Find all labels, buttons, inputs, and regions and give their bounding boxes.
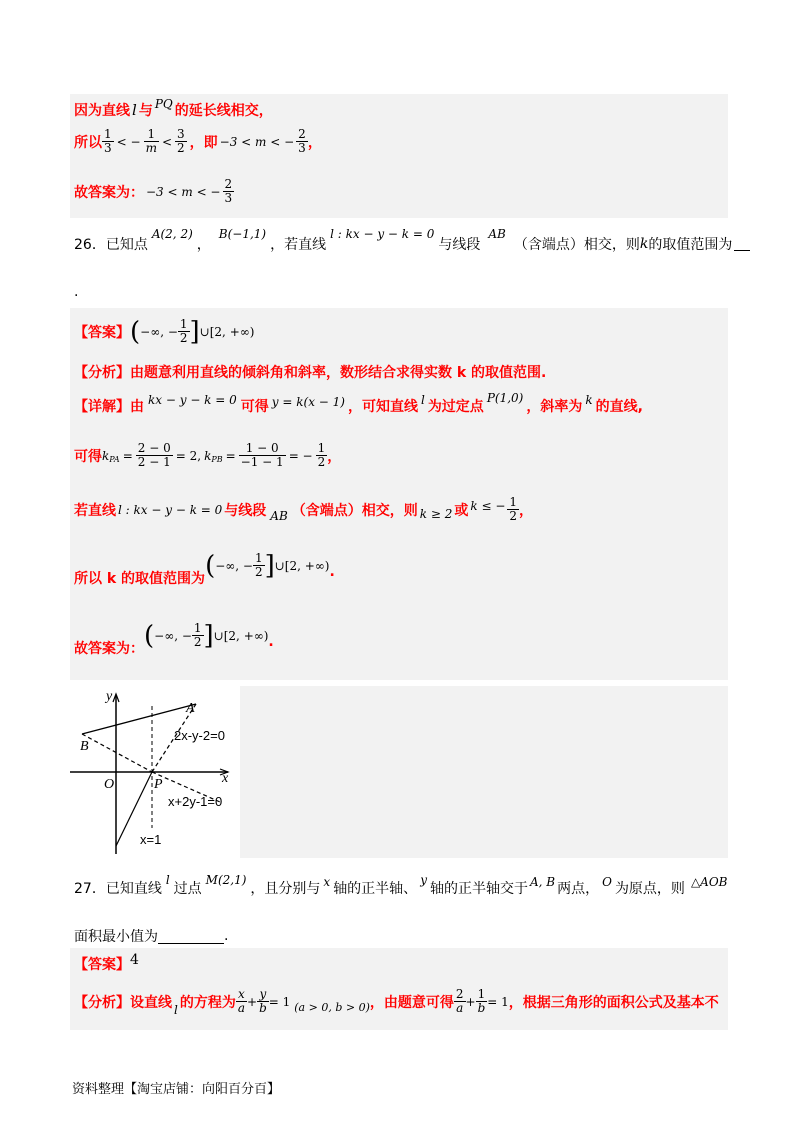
frac-2-3: $\frac{2}{3}$ — [224, 177, 233, 205]
text: 故答案为： — [74, 640, 144, 657]
line-equation: l : kx − y − k = 0 — [330, 227, 435, 241]
answer-blank — [734, 238, 750, 251]
text: ，且分别与 — [250, 881, 321, 897]
frac-1-3: $\frac{1}{3}$ — [104, 127, 112, 155]
frac-1-2: $\frac{1}{2}$ — [317, 441, 326, 469]
math: k ≤ − — [470, 498, 506, 513]
var-l: l — [174, 1002, 178, 1017]
answer-label: 【答案】 — [74, 324, 130, 341]
math: ∪[2, +∞) — [213, 628, 269, 643]
text: 的直线, — [595, 399, 643, 415]
math: = − — [288, 448, 313, 463]
var-k: k — [585, 393, 593, 407]
math: = 2, — [175, 448, 202, 463]
text: 的取值范围为 — [648, 237, 733, 253]
math: k ≥ 2 — [419, 506, 453, 521]
text: 因为直线 — [74, 103, 130, 119]
answer-label: 【答案】 — [74, 957, 130, 973]
segment-ab: AB — [488, 227, 506, 241]
condition: (a > 0, b > 0) — [294, 1001, 370, 1014]
math: l : kx − y − k = 0 — [118, 502, 223, 517]
triangle-aob: △AOB — [690, 875, 728, 889]
text: ，若直线 — [270, 237, 327, 253]
math: k — [102, 448, 110, 463]
text: ，由题意可得 — [369, 994, 454, 1011]
text: 面积最小值为 — [74, 929, 158, 945]
text: ，斜率为 — [526, 399, 583, 415]
frac-slope-pb: $\frac{1 - 0}{-1 - 1}$ — [240, 441, 284, 469]
math: −3 < m < − — [219, 134, 295, 149]
text: 设直线 — [130, 994, 172, 1011]
text: 过点 — [173, 881, 202, 897]
var-k: k — [639, 236, 649, 252]
math: < − — [116, 134, 141, 149]
text: 与线段 — [224, 502, 267, 519]
text: 所以 k 的取值范围为 — [74, 570, 206, 587]
text: 可得 — [240, 399, 269, 415]
sol25-line2 — [74, 128, 322, 155]
frac-3-2: $\frac{3}{2}$ — [177, 127, 185, 155]
frac-2-a: $\frac{2}{a}$ — [455, 987, 464, 1015]
analysis-label: 【分析】 — [74, 994, 130, 1011]
label-a: A — [186, 701, 195, 716]
text: 轴的正半轴交于 — [429, 881, 528, 897]
footer-source: 资料整理【淘宝店铺：向阳百分百】 — [72, 1082, 281, 1097]
text: 的延长线相交， — [174, 103, 273, 119]
text: 由 — [130, 399, 144, 415]
text: . — [268, 633, 274, 650]
text: 为过定点 — [427, 399, 484, 415]
text: ， — [196, 237, 211, 253]
label-x: x — [222, 771, 229, 786]
frac-1-2: $\frac{1}{2}$ — [254, 551, 263, 579]
point-a: A(2, 2) — [151, 227, 193, 241]
answer-line — [74, 954, 139, 974]
range-line — [74, 550, 335, 587]
point-b: B(−1,1) — [218, 227, 267, 241]
segment-ab: AB — [270, 508, 288, 523]
math: = 1 — [487, 994, 509, 1009]
text: ， — [519, 502, 534, 519]
var-l: l — [420, 393, 425, 407]
frac-1-m: $\frac{1}{m}$ — [145, 127, 157, 155]
var-o: O — [602, 875, 612, 889]
frac-2-3: $\frac{2}{3}$ — [298, 127, 306, 155]
frac-slope-pa: $\frac{2 - 0}{2 - 1}$ — [137, 441, 171, 469]
math: y = k(x − 1) — [271, 395, 345, 409]
answer-line — [74, 318, 254, 345]
question-26 — [74, 227, 750, 254]
bracket: ( — [130, 316, 141, 347]
points-ab: A, B — [529, 875, 556, 889]
sol25-line1 — [74, 97, 273, 120]
answer-blank — [158, 929, 224, 944]
question-27 — [74, 873, 728, 898]
solution-panel-27 — [70, 948, 728, 1030]
text: 26．已知点 — [74, 237, 148, 253]
math: < — [161, 134, 173, 149]
bracket: ] — [203, 620, 214, 651]
math: ∪[2, +∞) — [199, 324, 255, 339]
solution-panel-25 — [70, 94, 728, 218]
text: 由题意利用直线的倾斜角和斜率，数形结合求得实数 k 的取值范围. — [130, 365, 547, 381]
point-m: M(2,1) — [205, 873, 247, 887]
analysis-line: 【分析】 设直线 l 的方程为 $\frac{x}{a}$ + $\frac{y}{b}$ = 1 (a > 0, b > 0) ，由题意可得 $\frac{2}{a}$ + $\frac{1}{b}$ = 1 ，根据三角形的面积公式及基本不 — [74, 987, 719, 1017]
label-b: B — [80, 739, 89, 754]
label-p: P — [154, 777, 163, 792]
final-line — [74, 620, 274, 657]
math: −∞, − — [154, 628, 192, 643]
math: −∞, − — [215, 558, 253, 573]
var-l: l — [165, 873, 170, 887]
var-y: y — [420, 873, 427, 887]
analysis-line — [74, 362, 546, 382]
text: ，根据三角形的面积公式及基本不 — [508, 994, 719, 1011]
detail-line — [74, 391, 643, 416]
text: （含端点）相交，则 — [291, 502, 418, 519]
text: ， — [327, 448, 342, 465]
frac-1-2: $\frac{1}{2}$ — [509, 495, 518, 523]
text: 为原点，则 — [614, 881, 685, 897]
label-line3: x=1 — [140, 832, 162, 847]
label-o: O — [104, 777, 115, 792]
detail-label: 【详解】 — [74, 399, 130, 415]
var-x: x — [323, 875, 331, 889]
question-27-line2 — [74, 926, 228, 946]
text: ， — [307, 134, 322, 151]
bracket: ] — [189, 316, 200, 347]
math: = 1 — [268, 994, 291, 1009]
frac-y-b: $\frac{y}{b}$ — [259, 987, 267, 1015]
bracket: ] — [264, 550, 275, 581]
answer-value: 4 — [130, 952, 139, 968]
math: −∞, − — [140, 324, 178, 339]
math: PB — [211, 455, 223, 464]
text: 与线段 — [438, 237, 481, 253]
frac-1-b: $\frac{1}{b}$ — [477, 987, 486, 1015]
text: （含端点）相交，则 — [513, 237, 640, 253]
text: 故答案为： — [74, 184, 144, 201]
point-p: P(1,0) — [486, 391, 524, 405]
text: ，可知直线 — [347, 399, 418, 415]
text: 或 — [454, 502, 469, 519]
text: 所以 — [74, 134, 102, 151]
label-line1: 2x-y-2=0 — [174, 728, 225, 743]
text: 轴的正半轴、 — [333, 881, 418, 897]
text: 27．已知直线 — [74, 881, 162, 897]
text: 的方程为 — [179, 994, 236, 1011]
coordinate-figure — [70, 686, 240, 858]
bracket: ( — [205, 550, 216, 581]
q26-period: . — [74, 284, 79, 300]
math: PA — [109, 455, 120, 464]
math: −3 < m < − — [146, 184, 221, 199]
var-l: l — [132, 101, 137, 119]
frac-1-2: $\frac{1}{2}$ — [179, 317, 188, 345]
math: k — [204, 448, 212, 463]
text: 若直线 — [74, 502, 116, 519]
text: 与 — [138, 103, 153, 119]
analysis-label: 【分析】 — [74, 365, 130, 381]
var-pq: PQ — [154, 97, 173, 111]
solution-panel-26 — [70, 308, 728, 680]
frac-x-a: $\frac{x}{a}$ — [237, 987, 245, 1015]
text: 可得 — [74, 448, 102, 465]
intersect-line — [74, 496, 533, 523]
label-line2: x+2y-1=0 — [168, 794, 223, 809]
text: ，即 — [189, 134, 218, 151]
text: . — [329, 563, 335, 580]
sol25-line3 — [74, 178, 234, 205]
slope-line: 可得 k PA = $\frac{2 - 0}{2 - 1}$ = 2, k PB = $\frac{1 - 0}{-1 - 1}$ = − $\frac{1}{2}$ ， — [74, 441, 342, 469]
bracket: ( — [144, 620, 155, 651]
text: 两点， — [557, 881, 600, 897]
math: kx − y − k = 0 — [148, 393, 237, 407]
frac-1-2: $\frac{1}{2}$ — [193, 621, 202, 649]
math: ∪[2, +∞) — [274, 558, 330, 573]
label-y: y — [106, 689, 113, 704]
text: . — [224, 928, 229, 944]
